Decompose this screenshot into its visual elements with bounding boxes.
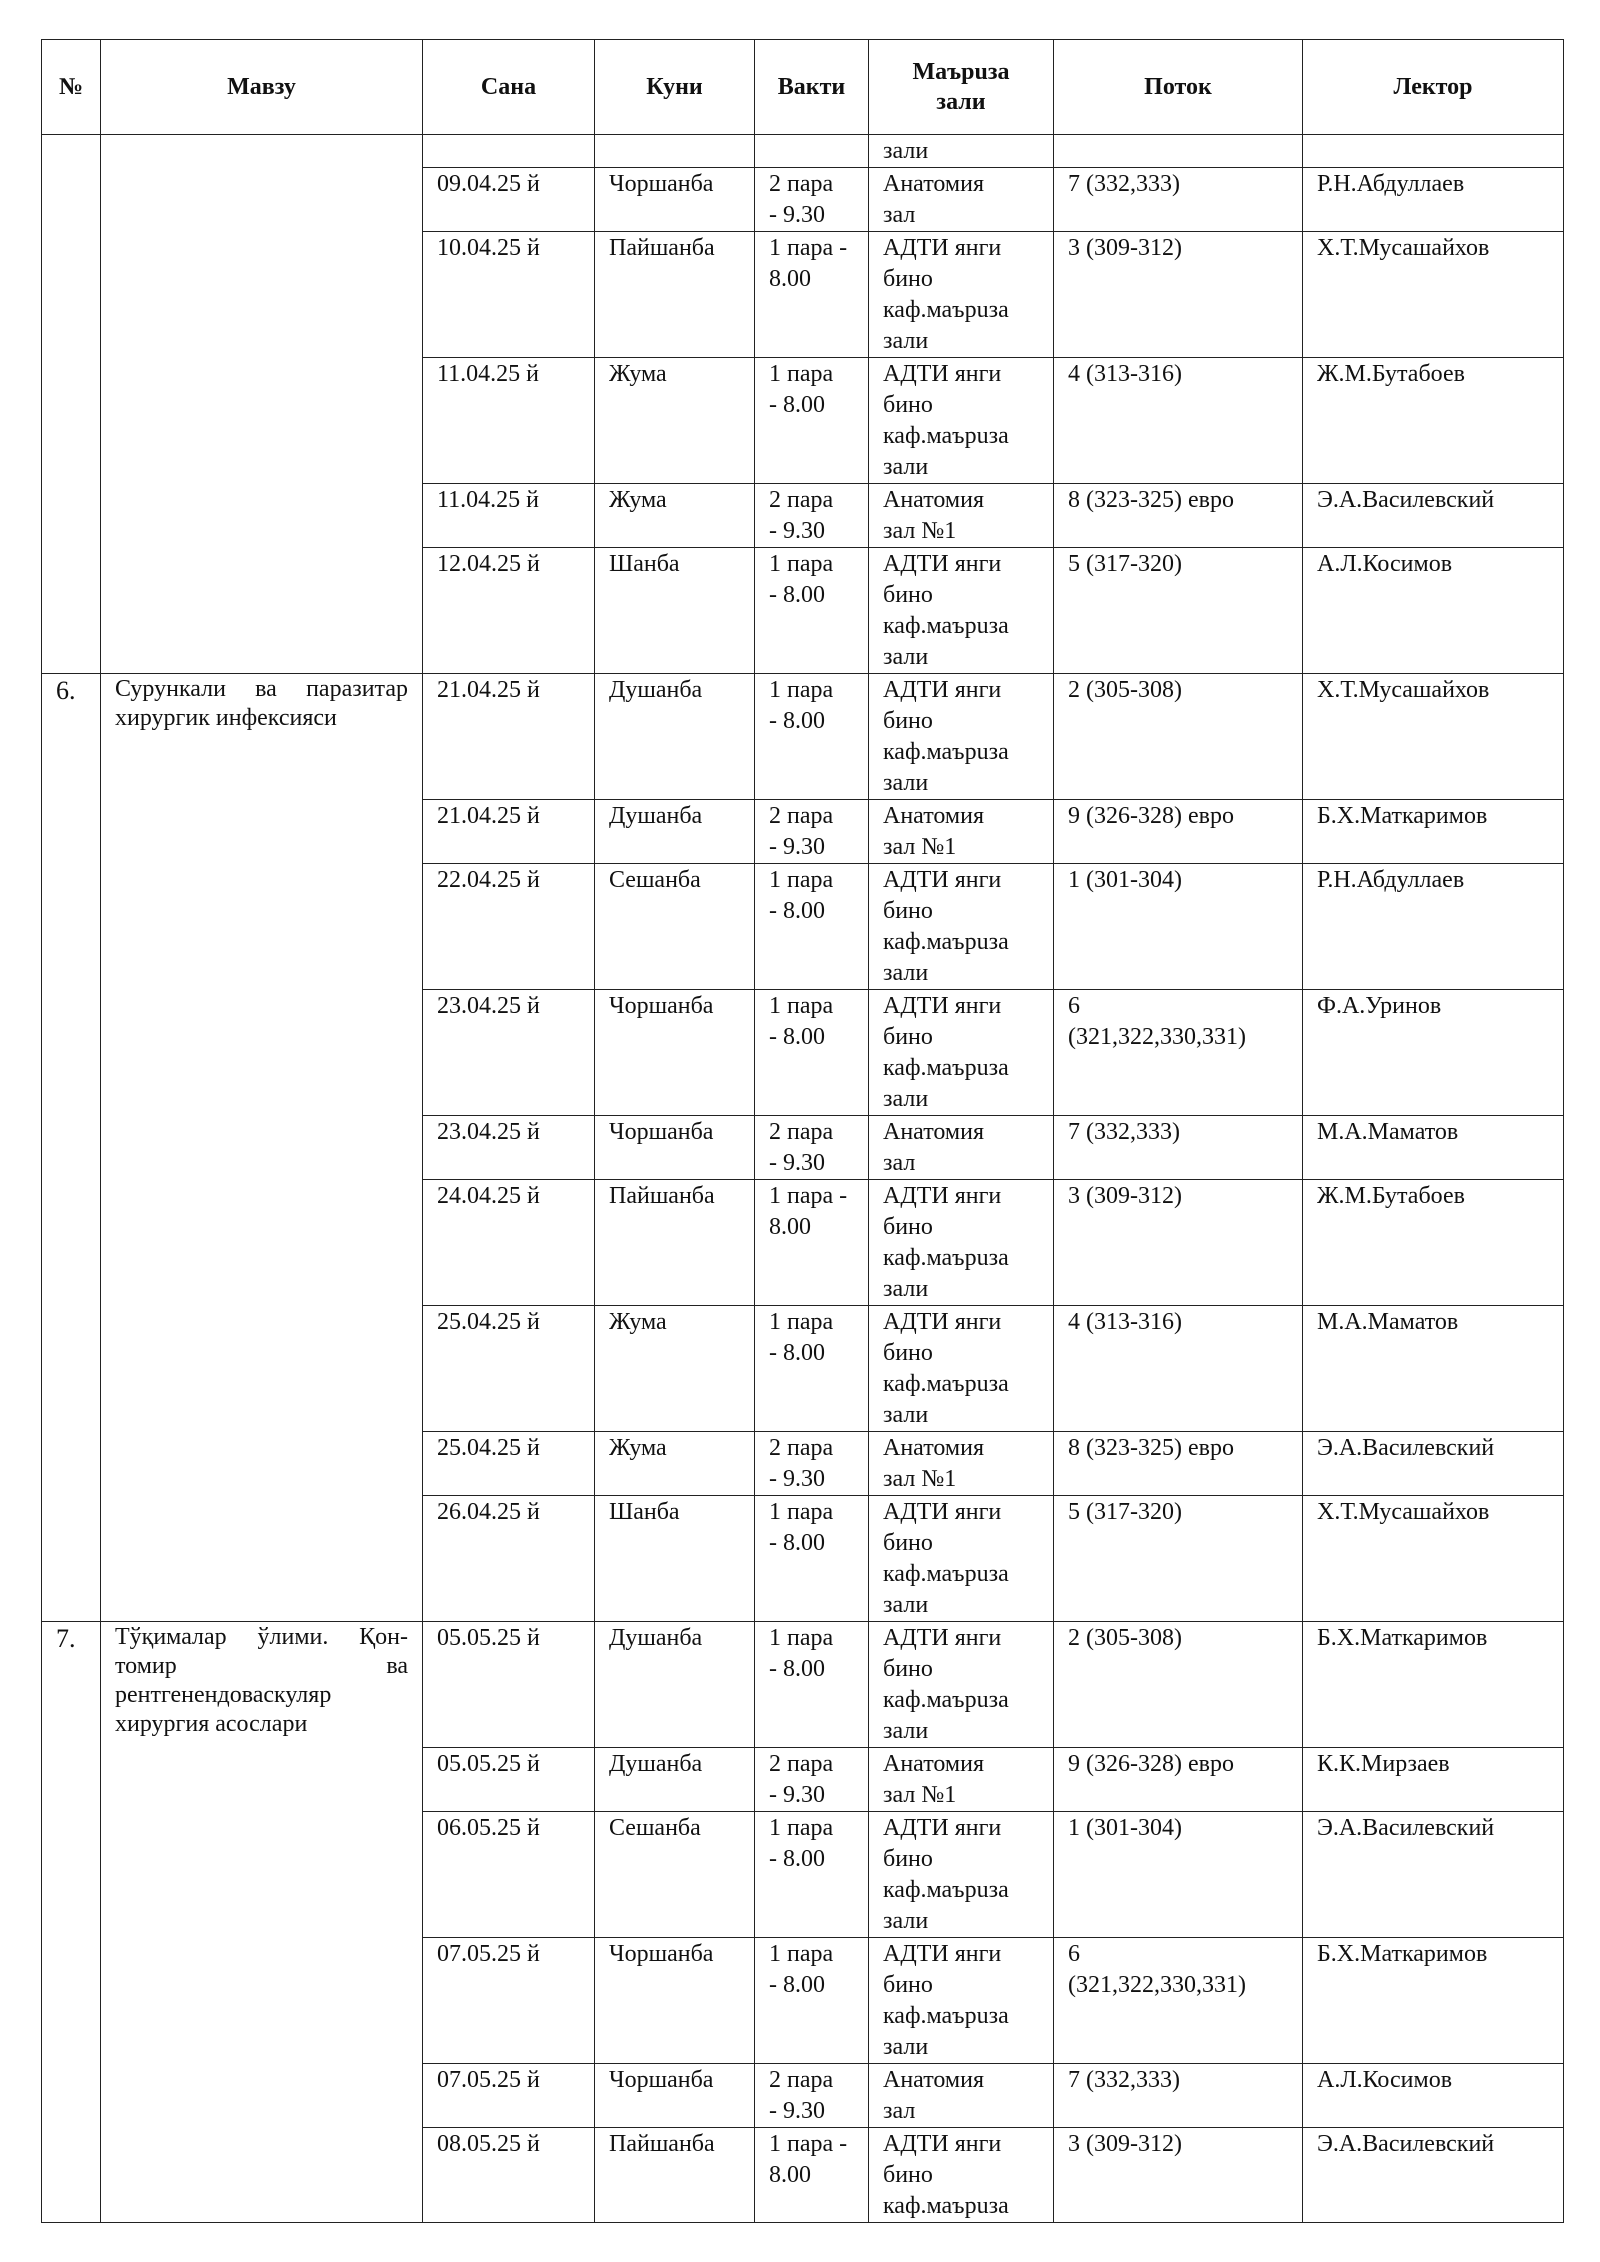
stream-cell: 3 (309-312) bbox=[1054, 2128, 1303, 2223]
lecturer-cell bbox=[1303, 135, 1564, 168]
stream-cell: 1 (301-304) bbox=[1054, 1812, 1303, 1938]
time-cell: 1 пара - 8.00 bbox=[755, 1812, 869, 1938]
date-cell: 07.05.25 й bbox=[423, 2064, 595, 2128]
date-cell: 21.04.25 й bbox=[423, 800, 595, 864]
stream-cell: 7 (332,333) bbox=[1054, 1116, 1303, 1180]
stream-cell: 9 (326-328) евро bbox=[1054, 1748, 1303, 1812]
stream-cell: 6 (321,322,330,331) bbox=[1054, 1938, 1303, 2064]
date-cell bbox=[423, 135, 595, 168]
time-cell: 2 пара - 9.30 bbox=[755, 1116, 869, 1180]
table-row bbox=[42, 674, 1564, 800]
day-cell: Душанба bbox=[595, 1748, 755, 1812]
time-cell: 2 пара - 9.30 bbox=[755, 800, 869, 864]
lecturer-cell: Ф.А.Уринов bbox=[1303, 990, 1564, 1116]
date-cell: 25.04.25 й bbox=[423, 1306, 595, 1432]
hall-cell: Анатомия зал bbox=[869, 1116, 1054, 1180]
hall-cell: АДТИ янги бино каф.маърuза зали bbox=[869, 1622, 1054, 1748]
schedule-table bbox=[41, 39, 1564, 2223]
day-cell: Чоршанба bbox=[595, 1938, 755, 2064]
lecturer-cell: К.К.Мирзаев bbox=[1303, 1748, 1564, 1812]
lecturer-cell: А.Л.Косимов bbox=[1303, 2064, 1564, 2128]
time-cell: 2 пара - 9.30 bbox=[755, 2064, 869, 2128]
lecturer-cell: Р.Н.Абдуллаев bbox=[1303, 168, 1564, 232]
day-cell: Чоршанба bbox=[595, 2064, 755, 2128]
row-number: 7. bbox=[42, 1622, 101, 2223]
date-cell: 22.04.25 й bbox=[423, 864, 595, 990]
header-topic: Мавзу bbox=[101, 40, 423, 135]
row-number: 6. bbox=[42, 674, 101, 1622]
day-cell: Пайшанба bbox=[595, 2128, 755, 2223]
header-num: № bbox=[42, 40, 101, 135]
date-cell: 11.04.25 й bbox=[423, 484, 595, 548]
stream-cell: 4 (313-316) bbox=[1054, 1306, 1303, 1432]
date-cell: 23.04.25 й bbox=[423, 990, 595, 1116]
header-hall: Маърuза зали bbox=[869, 40, 1054, 135]
stream-cell: 8 (323-325) евро bbox=[1054, 484, 1303, 548]
date-cell: 26.04.25 й bbox=[423, 1496, 595, 1622]
stream-cell: 3 (309-312) bbox=[1054, 232, 1303, 358]
stream-cell: 7 (332,333) bbox=[1054, 2064, 1303, 2128]
time-cell bbox=[755, 135, 869, 168]
lecturer-cell: Б.Х.Маткаримов bbox=[1303, 1622, 1564, 1748]
time-cell: 1 пара - 8.00 bbox=[755, 1180, 869, 1306]
hall-cell: Анатомия зал №1 bbox=[869, 1748, 1054, 1812]
schedule-body bbox=[42, 135, 1564, 2223]
lecturer-cell: М.А.Маматов bbox=[1303, 1306, 1564, 1432]
day-cell: Душанба bbox=[595, 674, 755, 800]
hall-cell: Анатомия зал №1 bbox=[869, 800, 1054, 864]
header-row bbox=[42, 40, 1564, 135]
hall-cell: АДТИ янги бино каф.маърuза зали bbox=[869, 674, 1054, 800]
time-cell: 1 пара - 8.00 bbox=[755, 1938, 869, 2064]
lecturer-cell: Э.А.Василевский bbox=[1303, 2128, 1564, 2223]
lecturer-cell: М.А.Маматов bbox=[1303, 1116, 1564, 1180]
day-cell: Жума bbox=[595, 358, 755, 484]
date-cell: 07.05.25 й bbox=[423, 1938, 595, 2064]
lecturer-cell: Ж.М.Бутабоев bbox=[1303, 358, 1564, 484]
time-cell: 1 пара - 8.00 bbox=[755, 358, 869, 484]
lecturer-cell: Х.Т.Мусашайхов bbox=[1303, 1496, 1564, 1622]
date-cell: 21.04.25 й bbox=[423, 674, 595, 800]
day-cell: Душанба bbox=[595, 1622, 755, 1748]
time-cell: 1 пара - 8.00 bbox=[755, 548, 869, 674]
date-cell: 09.04.25 й bbox=[423, 168, 595, 232]
day-cell: Чоршанба bbox=[595, 1116, 755, 1180]
time-cell: 1 пара - 8.00 bbox=[755, 1496, 869, 1622]
lecturer-cell: Э.А.Василевский bbox=[1303, 1432, 1564, 1496]
day-cell: Пайшанба bbox=[595, 232, 755, 358]
day-cell: Шанба bbox=[595, 1496, 755, 1622]
topic-cell bbox=[101, 135, 423, 674]
stream-cell: 5 (317-320) bbox=[1054, 1496, 1303, 1622]
stream-cell: 1 (301-304) bbox=[1054, 864, 1303, 990]
hall-cell: АДТИ янги бино каф.маърuза зали bbox=[869, 990, 1054, 1116]
date-cell: 11.04.25 й bbox=[423, 358, 595, 484]
time-cell: 2 пара - 9.30 bbox=[755, 484, 869, 548]
day-cell: Жума bbox=[595, 1306, 755, 1432]
date-cell: 25.04.25 й bbox=[423, 1432, 595, 1496]
date-cell: 05.05.25 й bbox=[423, 1622, 595, 1748]
date-cell: 23.04.25 й bbox=[423, 1116, 595, 1180]
date-cell: 06.05.25 й bbox=[423, 1812, 595, 1938]
hall-cell: АДТИ янги бино каф.маърuза зали bbox=[869, 232, 1054, 358]
hall-cell: АДТИ янги бино каф.маърuза bbox=[869, 2128, 1054, 2223]
header-lecturer: Лектор bbox=[1303, 40, 1564, 135]
lecturer-cell: Э.А.Василевский bbox=[1303, 1812, 1564, 1938]
hall-cell: Анатомия зал №1 bbox=[869, 1432, 1054, 1496]
hall-cell: АДТИ янги бино каф.маърuза зали bbox=[869, 1180, 1054, 1306]
stream-cell: 3 (309-312) bbox=[1054, 1180, 1303, 1306]
day-cell: Чоршанба bbox=[595, 168, 755, 232]
day-cell: Жума bbox=[595, 484, 755, 548]
stream-cell: 2 (305-308) bbox=[1054, 674, 1303, 800]
hall-cell: АДТИ янги бино каф.маърuза зали bbox=[869, 358, 1054, 484]
stream-cell: 7 (332,333) bbox=[1054, 168, 1303, 232]
time-cell: 1 пара - 8.00 bbox=[755, 2128, 869, 2223]
lecturer-cell: Х.Т.Мусашайхов bbox=[1303, 674, 1564, 800]
date-cell: 10.04.25 й bbox=[423, 232, 595, 358]
day-cell: Пайшанба bbox=[595, 1180, 755, 1306]
time-cell: 1 пара - 8.00 bbox=[755, 990, 869, 1116]
lecturer-cell: А.Л.Косимов bbox=[1303, 548, 1564, 674]
hall-cell: АДТИ янги бино каф.маърuза зали bbox=[869, 1496, 1054, 1622]
time-cell: 1 пара - 8.00 bbox=[755, 674, 869, 800]
row-number bbox=[42, 135, 101, 674]
date-cell: 24.04.25 й bbox=[423, 1180, 595, 1306]
day-cell bbox=[595, 135, 755, 168]
stream-cell: 9 (326-328) евро bbox=[1054, 800, 1303, 864]
date-cell: 12.04.25 й bbox=[423, 548, 595, 674]
header-day: Куни bbox=[595, 40, 755, 135]
hall-cell: Анатомия зал bbox=[869, 2064, 1054, 2128]
time-cell: 1 пара - 8.00 bbox=[755, 232, 869, 358]
time-cell: 2 пара - 9.30 bbox=[755, 168, 869, 232]
time-cell: 1 пара - 8.00 bbox=[755, 1622, 869, 1748]
hall-cell: АДТИ янги бино каф.маърuза зали bbox=[869, 1812, 1054, 1938]
date-cell: 08.05.25 й bbox=[423, 2128, 595, 2223]
stream-cell bbox=[1054, 135, 1303, 168]
stream-cell: 8 (323-325) евро bbox=[1054, 1432, 1303, 1496]
day-cell: Жума bbox=[595, 1432, 755, 1496]
time-cell: 2 пара - 9.30 bbox=[755, 1432, 869, 1496]
day-cell: Душанба bbox=[595, 800, 755, 864]
stream-cell: 6 (321,322,330,331) bbox=[1054, 990, 1303, 1116]
hall-cell: Анатомия зал №1 bbox=[869, 484, 1054, 548]
lecturer-cell: Б.Х.Маткаримов bbox=[1303, 800, 1564, 864]
lecturer-cell: Э.А.Василевский bbox=[1303, 484, 1564, 548]
header-time: Вакти bbox=[755, 40, 869, 135]
stream-cell: 5 (317-320) bbox=[1054, 548, 1303, 674]
hall-cell: Анатомия зал bbox=[869, 168, 1054, 232]
topic-cell: Тўқималар ўлими. Қон-томир ва рентгенендоваскуляр хирургия асослари bbox=[101, 1622, 423, 2223]
continuation-row bbox=[42, 135, 1564, 168]
hall-cell: зали bbox=[869, 135, 1054, 168]
lecturer-cell: Р.Н.Абдуллаев bbox=[1303, 864, 1564, 990]
header-stream: Поток bbox=[1054, 40, 1303, 135]
lecturer-cell: Б.Х.Маткаримов bbox=[1303, 1938, 1564, 2064]
time-cell: 2 пара - 9.30 bbox=[755, 1748, 869, 1812]
lecturer-cell: Ж.М.Бутабоев bbox=[1303, 1180, 1564, 1306]
stream-cell: 4 (313-316) bbox=[1054, 358, 1303, 484]
hall-cell: АДТИ янги бино каф.маърuза зали bbox=[869, 548, 1054, 674]
date-cell: 05.05.25 й bbox=[423, 1748, 595, 1812]
header-date: Сана bbox=[423, 40, 595, 135]
topic-cell: Сурункали ва паразитар хирургик инфексияси bbox=[101, 674, 423, 1622]
day-cell: Шанба bbox=[595, 548, 755, 674]
day-cell: Сешанба bbox=[595, 1812, 755, 1938]
lecturer-cell: Х.Т.Мусашайхов bbox=[1303, 232, 1564, 358]
day-cell: Сешанба bbox=[595, 864, 755, 990]
table-row bbox=[42, 1622, 1564, 1748]
hall-cell: АДТИ янги бино каф.маърuза зали bbox=[869, 864, 1054, 990]
time-cell: 1 пара - 8.00 bbox=[755, 864, 869, 990]
time-cell: 1 пара - 8.00 bbox=[755, 1306, 869, 1432]
hall-cell: АДТИ янги бино каф.маърuза зали bbox=[869, 1306, 1054, 1432]
hall-cell: АДТИ янги бино каф.маърuза зали bbox=[869, 1938, 1054, 2064]
stream-cell: 2 (305-308) bbox=[1054, 1622, 1303, 1748]
day-cell: Чоршанба bbox=[595, 990, 755, 1116]
